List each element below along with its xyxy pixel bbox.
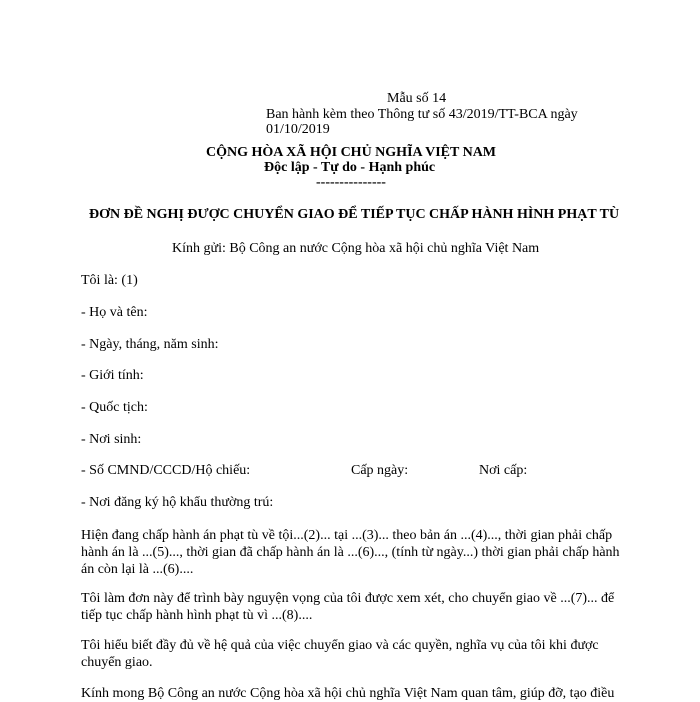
- understanding-paragraph: Tôi hiểu biết đầy đủ về hệ quả của việc chuyển giao và các quyền, nghĩa vụ của tôi khi được chuyển giao.: [81, 638, 599, 670]
- issued-with-line-1: Ban hành kèm theo Thông tư số 43/2019/TT-BCA ngày: [266, 107, 578, 122]
- issued-with-line-2: 01/10/2019: [266, 122, 330, 137]
- id-number-field: - Số CMND/CCCD/Hộ chiếu:: [81, 463, 251, 478]
- nationality-field: - Quốc tịch:: [81, 400, 148, 415]
- national-motto: Độc lập - Tự do - Hạnh phúc: [264, 160, 436, 175]
- form-number: Mẫu số 14: [387, 91, 447, 106]
- closing-paragraph: Kính mong Bộ Công an nước Cộng hòa xã hội chủ nghĩa Việt Nam quan tâm, giúp đỡ, tạo điều: [81, 686, 615, 701]
- intro-line: Tôi là: (1): [81, 273, 138, 288]
- permanent-residence-field: - Nơi đăng ký hộ khẩu thường trú:: [81, 495, 274, 510]
- request-paragraph: Tôi làm đơn này để trình bày nguyện vọng của tôi được xem xét, cho chuyển giao về ...(7)... để tiếp tục chấp hành hình phạt tù vì ...(8)....: [81, 591, 615, 623]
- place-of-birth-field: - Nơi sinh:: [81, 432, 142, 447]
- issue-date-field: Cấp ngày:: [351, 463, 409, 478]
- country-name: CỘNG HÒA XÃ HỘI CHỦ NGHĨA VIỆT NAM: [206, 145, 497, 160]
- header-separator: ---------------: [316, 175, 386, 190]
- date-of-birth-field: - Ngày, tháng, năm sinh:: [81, 337, 219, 352]
- recipient-line: Kính gửi: Bộ Công an nước Cộng hòa xã hội chủ nghĩa Việt Nam: [172, 241, 540, 256]
- full-name-field: - Họ và tên:: [81, 305, 148, 320]
- gender-field: - Giới tính:: [81, 368, 144, 383]
- issue-place-field: Nơi cấp:: [479, 463, 528, 478]
- document-title: ĐƠN ĐỀ NGHỊ ĐƯỢC CHUYỂN GIAO ĐỂ TIẾP TỤC CHẤP HÀNH HÌNH PHẠT TÙ: [89, 207, 620, 222]
- sentence-paragraph: Hiện đang chấp hành án phạt tù về tội...(2)... tại ...(3)... theo bản án ...(4)..., thời gian phải chấp hành án là ...(5)..., thời gian đã chấp hành án là ...(6)..., (tính từ ngày...) thời gian phải chấp hành án còn lại là ...(6)....: [81, 528, 620, 577]
